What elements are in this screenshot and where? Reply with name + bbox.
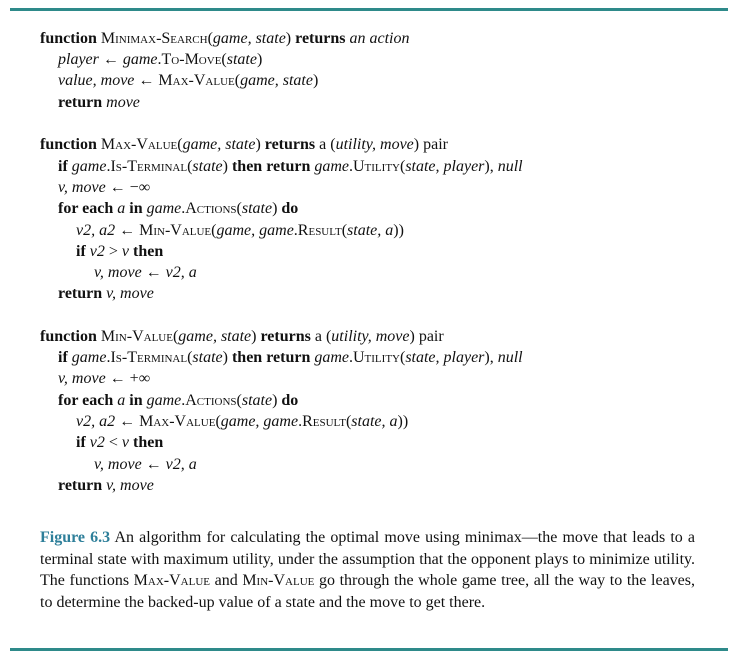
code-line: [58, 368, 150, 390]
code-text: .: [298, 413, 303, 430]
keyword: return: [58, 477, 103, 494]
code-text: ←: [98, 51, 123, 68]
code-text: ) pair: [409, 328, 444, 345]
identifier: v, move: [106, 285, 154, 302]
keyword: in: [129, 200, 143, 217]
code-line: [94, 262, 197, 284]
code-text: <: [104, 434, 122, 451]
code-line: [58, 475, 154, 497]
keyword: function: [40, 30, 97, 47]
function-name: Result: [302, 413, 346, 430]
identifier: state: [226, 51, 257, 68]
identifier: state, player: [405, 158, 485, 175]
code-text: .: [349, 349, 353, 366]
code-line: [58, 347, 523, 369]
code-text: An algorithm for calculating the optimal move using minimax—the move that leads to a terminal state with maximum utility, under the assumption that the opponent plays to minimize utility. The functions: [40, 529, 696, 589]
identifier: v, move: [106, 477, 154, 494]
code-text: ): [222, 349, 232, 366]
identifier: v2, a2: [76, 413, 116, 430]
function-name: Is-Terminal: [110, 158, 188, 175]
code-line: [58, 156, 523, 178]
code-text: (: [207, 30, 213, 47]
identifier: null: [497, 158, 523, 175]
code-text: (: [236, 392, 242, 409]
identifier: game: [314, 158, 349, 175]
function-name: Actions: [185, 200, 237, 217]
bottom-rule: [10, 648, 728, 651]
code-text: .: [106, 349, 111, 366]
code-text: ): [312, 72, 319, 89]
identifier: state: [192, 349, 223, 366]
keyword: if: [58, 158, 68, 175]
code-text: a (: [315, 136, 336, 153]
code-text: ): [285, 30, 296, 47]
identifier: player: [58, 51, 99, 68]
code-text: a (: [310, 328, 332, 345]
code-text: ← −∞: [105, 179, 151, 196]
top-rule: [10, 8, 728, 11]
function-name: To-Move: [161, 51, 222, 68]
keyword: function: [40, 136, 97, 153]
code-text: ),: [484, 349, 498, 366]
code-line: [58, 92, 140, 114]
code-text: go through the whole game tree, all the way to the leaves, to determine the backed-up value of a state and the move to get there.: [40, 572, 695, 611]
identifier: v2, a: [165, 456, 197, 473]
keyword: for each: [58, 200, 114, 217]
code-line: [40, 28, 410, 50]
code-text: )): [393, 222, 404, 239]
figure-caption: [40, 527, 695, 613]
code-line: [58, 390, 298, 412]
function-name: Max-Value: [158, 72, 235, 89]
keyword: in: [129, 392, 143, 409]
identifier: v: [121, 434, 130, 451]
code-line: [58, 177, 150, 199]
function-name: Min-Value: [100, 328, 173, 345]
identifier: game: [146, 392, 182, 409]
identifier: utility, move: [335, 136, 414, 153]
identifier: game, state: [178, 328, 252, 345]
code-text: (: [236, 200, 242, 217]
identifier: value, move: [58, 72, 135, 89]
keyword: if: [58, 349, 68, 366]
function-name: Actions: [185, 392, 237, 409]
code-text: (: [187, 158, 193, 175]
code-line: [76, 432, 163, 454]
code-text: (: [215, 413, 221, 430]
code-text: ): [256, 51, 263, 68]
code-text: .: [293, 222, 298, 239]
code-text: (: [399, 158, 406, 175]
function-name: Is-Terminal: [110, 349, 188, 366]
code-text: ),: [484, 158, 498, 175]
function-name: Max-Value: [100, 136, 178, 153]
identifier: game, game: [220, 413, 299, 430]
code-text: ): [251, 328, 261, 345]
keyword: for each: [58, 392, 114, 409]
identifier: v2, a2: [76, 222, 116, 239]
identifier: state: [192, 158, 223, 175]
identifier: state, a: [351, 413, 398, 430]
identifier: move: [106, 94, 140, 111]
keyword: then: [133, 243, 164, 260]
function-name: Utility: [353, 158, 400, 175]
code-line: [58, 49, 262, 71]
code-line: [58, 283, 154, 305]
code-text: ): [272, 200, 282, 217]
caption-text: [40, 529, 695, 611]
code-text: ← +∞: [105, 370, 151, 387]
code-line: [40, 326, 444, 348]
code-line: [76, 241, 163, 263]
keyword: do: [281, 200, 299, 217]
identifier: null: [497, 349, 523, 366]
keyword: then: [133, 434, 164, 451]
identifier: v, move: [94, 264, 142, 281]
identifier: game: [314, 349, 349, 366]
function-name: Max-Value: [133, 572, 210, 589]
keyword: return: [58, 94, 103, 111]
code-text: (: [177, 136, 183, 153]
identifier: game: [146, 200, 182, 217]
code-text: ←: [115, 222, 140, 239]
code-text: ): [272, 392, 282, 409]
keyword: if: [76, 434, 86, 451]
identifier: game: [71, 158, 107, 175]
code-text: .: [106, 158, 111, 175]
keyword: do: [281, 392, 299, 409]
code-text: (: [345, 413, 352, 430]
code-text: )): [397, 413, 409, 430]
code-text: .: [181, 392, 186, 409]
code-line: [76, 220, 404, 242]
code-text: >: [104, 243, 122, 260]
code-text: ←: [141, 456, 166, 473]
identifier: game, state: [212, 30, 286, 47]
code-line: [58, 198, 298, 220]
code-text: ): [222, 158, 232, 175]
identifier: state, player: [405, 349, 485, 366]
function-name: Min-Value: [139, 222, 212, 239]
identifier: game, game: [216, 222, 294, 239]
function-name: Result: [297, 222, 342, 239]
identifier: v, move: [58, 370, 106, 387]
identifier: utility, move: [331, 328, 410, 345]
code-line: [94, 454, 197, 476]
identifier: v, move: [94, 456, 142, 473]
code-text: (: [187, 349, 193, 366]
identifier: a: [117, 392, 126, 409]
identifier: game: [71, 349, 107, 366]
identifier: an action: [349, 30, 410, 47]
function-name: Max-Value: [139, 413, 216, 430]
function-name: Utility: [353, 349, 400, 366]
keyword: returns: [295, 30, 346, 47]
code-text: ←: [141, 264, 166, 281]
identifier: game, state: [182, 136, 256, 153]
keyword: returns: [264, 136, 316, 153]
keyword: function: [40, 328, 97, 345]
code-text: (: [341, 222, 348, 239]
code-text: .: [157, 51, 162, 68]
identifier: state: [241, 392, 273, 409]
identifier: state: [241, 200, 273, 217]
function-name: Min-Value: [242, 572, 315, 589]
identifier: game, state: [240, 72, 313, 89]
code-text: (: [399, 349, 406, 366]
function-name: Minimax-Search: [100, 30, 208, 47]
identifier: v2: [89, 434, 105, 451]
code-text: (: [172, 328, 179, 345]
code-text: ) pair: [413, 136, 448, 153]
code-text: ←: [134, 72, 159, 89]
identifier: v2: [89, 243, 105, 260]
code-text: and: [209, 572, 243, 589]
keyword: then return: [231, 349, 311, 366]
code-text: (: [234, 72, 241, 89]
keyword: if: [76, 243, 86, 260]
code-text: (: [211, 222, 217, 239]
code-text: ): [255, 136, 265, 153]
code-line: [76, 411, 408, 433]
code-line: [58, 70, 318, 92]
keyword: returns: [260, 328, 311, 345]
identifier: state, a: [347, 222, 394, 239]
identifier: a: [117, 200, 126, 217]
keyword: then return: [231, 158, 311, 175]
identifier: v2, a: [165, 264, 197, 281]
figure-label: Figure 6.3: [40, 529, 111, 546]
identifier: v, move: [58, 179, 106, 196]
code-text: (: [221, 51, 227, 68]
code-text: ←: [115, 413, 140, 430]
code-line: [40, 134, 448, 156]
keyword: return: [58, 285, 103, 302]
code-text: .: [349, 158, 353, 175]
identifier: v: [121, 243, 130, 260]
identifier: game: [122, 51, 158, 68]
code-text: .: [181, 200, 186, 217]
